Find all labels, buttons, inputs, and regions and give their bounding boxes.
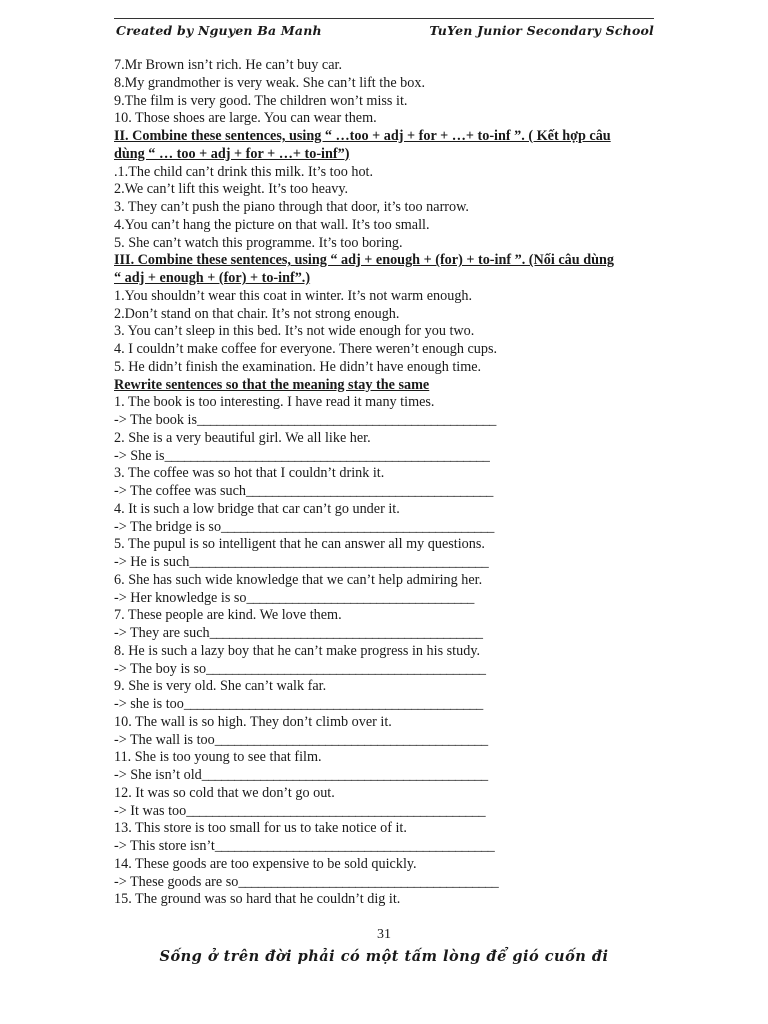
line-text: “ adj + enough + (for) + to-inf”.) — [114, 270, 311, 286]
line-text: 10. The wall is so high. They don’t climb over it. — [114, 713, 392, 730]
line-text: 4.You can’t hang the picture on that wall. It’s too small. — [114, 216, 430, 233]
exercise-line — [114, 110, 659, 128]
exercise-line — [114, 465, 659, 483]
line-text: III. Combine these sentences, using “ adj + enough + (for) + to-inf ”. (Nối câu dùng — [114, 252, 614, 269]
rewrite-line — [114, 767, 659, 785]
line-text: 4. It is such a low bridge that car can’t go under it. — [114, 500, 400, 517]
rewrite-line — [114, 732, 659, 750]
exercise-line — [114, 643, 659, 661]
line-text: -> She is — [114, 447, 165, 464]
exercise-line — [114, 536, 659, 554]
line-text: -> The boy is so — [114, 660, 207, 677]
exercise-line — [114, 57, 659, 75]
line-text: -> This store isn’t — [114, 838, 215, 854]
line-text: 1.You shouldn’t wear this coat in winter. It’s not warm enough. — [114, 287, 473, 304]
exercise-line — [114, 820, 659, 838]
rewrite-line — [114, 803, 659, 821]
line-text: -> He is such — [114, 554, 190, 570]
line-text: 2.Don’t stand on that chair. It’s not strong enough. — [114, 305, 400, 322]
line-text: -> They are such — [114, 625, 210, 641]
line-text: 5. He didn’t finish the examination. He didn’t have enough time. — [114, 358, 482, 375]
line-text: 15. The ground was so hard that he couldn’t dig it. — [114, 891, 401, 908]
line-text: -> The wall is too — [114, 731, 215, 748]
line-text: 5. She can’t watch this programme. It’s too boring. — [114, 234, 403, 251]
line-text: 7.Mr Brown isn’t rich. He can’t buy car. — [114, 57, 343, 73]
answer-blank: ______________________________________________ — [186, 802, 485, 819]
exercise-content — [114, 57, 659, 909]
rewrite-line — [114, 696, 659, 714]
section-heading — [114, 377, 659, 395]
line-text: 9. She is very old. She can’t walk far. — [114, 678, 327, 695]
line-text: -> These goods are so — [114, 873, 239, 890]
exercise-line — [114, 323, 659, 341]
line-text: 10. Those shoes are large. You can wear them. — [114, 110, 377, 127]
line-text: 2. She is a very beautiful girl. We all like her. — [114, 429, 371, 446]
exercise-line — [114, 217, 659, 235]
exercise-line — [114, 749, 659, 767]
page-footer-quote: Sống ở trên đời phải có một tấm lòng để gió cuốn đi — [159, 948, 609, 965]
exercise-line — [114, 359, 659, 377]
exercise-line — [114, 75, 659, 93]
answer-blank: ______________________________________________ — [197, 412, 496, 428]
header-school: TuYen Junior Secondary School — [429, 23, 654, 38]
line-text: -> The coffee was such — [114, 483, 246, 499]
answer-blank: ___________________________________________ — [214, 838, 495, 854]
line-text: 8.My grandmother is very weak. She can’t lift the box. — [114, 74, 426, 91]
exercise-line — [114, 306, 659, 324]
line-text: 6. She has such wide knowledge that we can’t help admiring her. — [114, 571, 483, 588]
line-text: 11. She is too young to see that film. — [114, 749, 322, 766]
section-heading — [114, 146, 659, 164]
line-text: .1.The child can’t drink this milk. It’s too hot. — [114, 163, 374, 180]
page-header — [114, 18, 654, 41]
answer-blank: ____________________________________________ — [201, 767, 488, 783]
exercise-line — [114, 181, 659, 199]
line-text: 2.We can’t lift this weight. It’s too heavy. — [114, 181, 349, 198]
line-text: -> The book is — [114, 412, 198, 428]
exercise-line — [114, 288, 659, 306]
section-heading — [114, 252, 659, 270]
line-text: 7. These people are kind. We love them. — [114, 607, 342, 624]
exercise-line — [114, 430, 659, 448]
rewrite-line — [114, 412, 659, 430]
section-heading — [114, 270, 659, 288]
answer-blank: ______________________________________ — [245, 483, 493, 499]
line-text: 1. The book is too interesting. I have read it many times. — [114, 394, 435, 411]
exercise-line — [114, 572, 659, 590]
answer-blank: __________________________________________ — [214, 731, 488, 748]
line-text: II. Combine these sentences, using “ …too + adj + for + …+ to-inf ”. ( Kết hợp câu — [114, 128, 611, 144]
answer-blank: __________________________________________________ — [164, 447, 490, 464]
answer-blank: ________________________________________ — [238, 873, 499, 890]
line-text: Rewrite sentences so that the meaning stay the same — [114, 376, 430, 393]
answer-blank: ___________________________________ — [246, 589, 474, 606]
line-text: 4. I couldn’t make coffee for everyone. There weren’t enough cups. — [114, 341, 498, 357]
rewrite-line — [114, 448, 659, 466]
exercise-line — [114, 341, 659, 359]
line-text: 3. They can’t push the piano through that door, it’s too narrow. — [114, 199, 469, 215]
answer-blank: __________________________________________ — [221, 518, 494, 535]
exercise-line — [114, 93, 659, 111]
line-text: -> Her knowledge is so — [114, 589, 247, 606]
exercise-line — [114, 856, 659, 874]
exercise-line — [114, 199, 659, 217]
exercise-line — [114, 235, 659, 253]
line-text: 12. It was so cold that we don’t go out. — [114, 784, 335, 801]
rewrite-line — [114, 838, 659, 856]
exercise-line — [114, 785, 659, 803]
rewrite-line — [114, 483, 659, 501]
answer-blank: ______________________________________________ — [189, 554, 489, 570]
line-text: -> The bridge is so — [114, 518, 222, 535]
line-text: 13. This store is too small for us to take notice of it. — [114, 820, 407, 837]
rewrite-line — [114, 590, 659, 608]
line-text: -> She isn’t old — [114, 767, 202, 783]
line-text: -> It was too — [114, 802, 187, 819]
line-text: 5. The pupul is so intelligent that he can answer all my questions. — [114, 536, 485, 553]
exercise-line — [114, 164, 659, 182]
page-number: 31 — [377, 927, 391, 942]
exercise-line — [114, 714, 659, 732]
rewrite-line — [114, 554, 659, 572]
line-text: 3. The coffee was so hot that I couldn’t drink it. — [114, 465, 385, 482]
rewrite-line — [114, 519, 659, 537]
rewrite-line — [114, 625, 659, 643]
answer-blank: __________________________________________ — [209, 625, 483, 641]
line-text: 9.The film is very good. The children won’t miss it. — [114, 92, 408, 109]
header-author: Created by Nguyen Ba Manh — [116, 23, 322, 38]
line-text: dùng “ … too + adj + for + …+ to-inf”) — [114, 145, 350, 162]
exercise-line — [114, 607, 659, 625]
rewrite-line — [114, 874, 659, 892]
line-text: 8. He is such a lazy boy that he can’t make progress in his study. — [114, 642, 481, 659]
answer-blank: ___________________________________________ — [206, 660, 486, 677]
section-heading — [114, 128, 659, 146]
exercise-line — [114, 891, 659, 909]
exercise-line — [114, 394, 659, 412]
line-text: -> she is too — [114, 696, 184, 712]
rewrite-line — [114, 661, 659, 679]
answer-blank: ______________________________________________ — [183, 696, 483, 712]
exercise-line — [114, 501, 659, 519]
line-text: 3. You can’t sleep in this bed. It’s not wide enough for you two. — [114, 323, 475, 340]
line-text: 14. These goods are too expensive to be sold quickly. — [114, 855, 417, 872]
exercise-line — [114, 678, 659, 696]
